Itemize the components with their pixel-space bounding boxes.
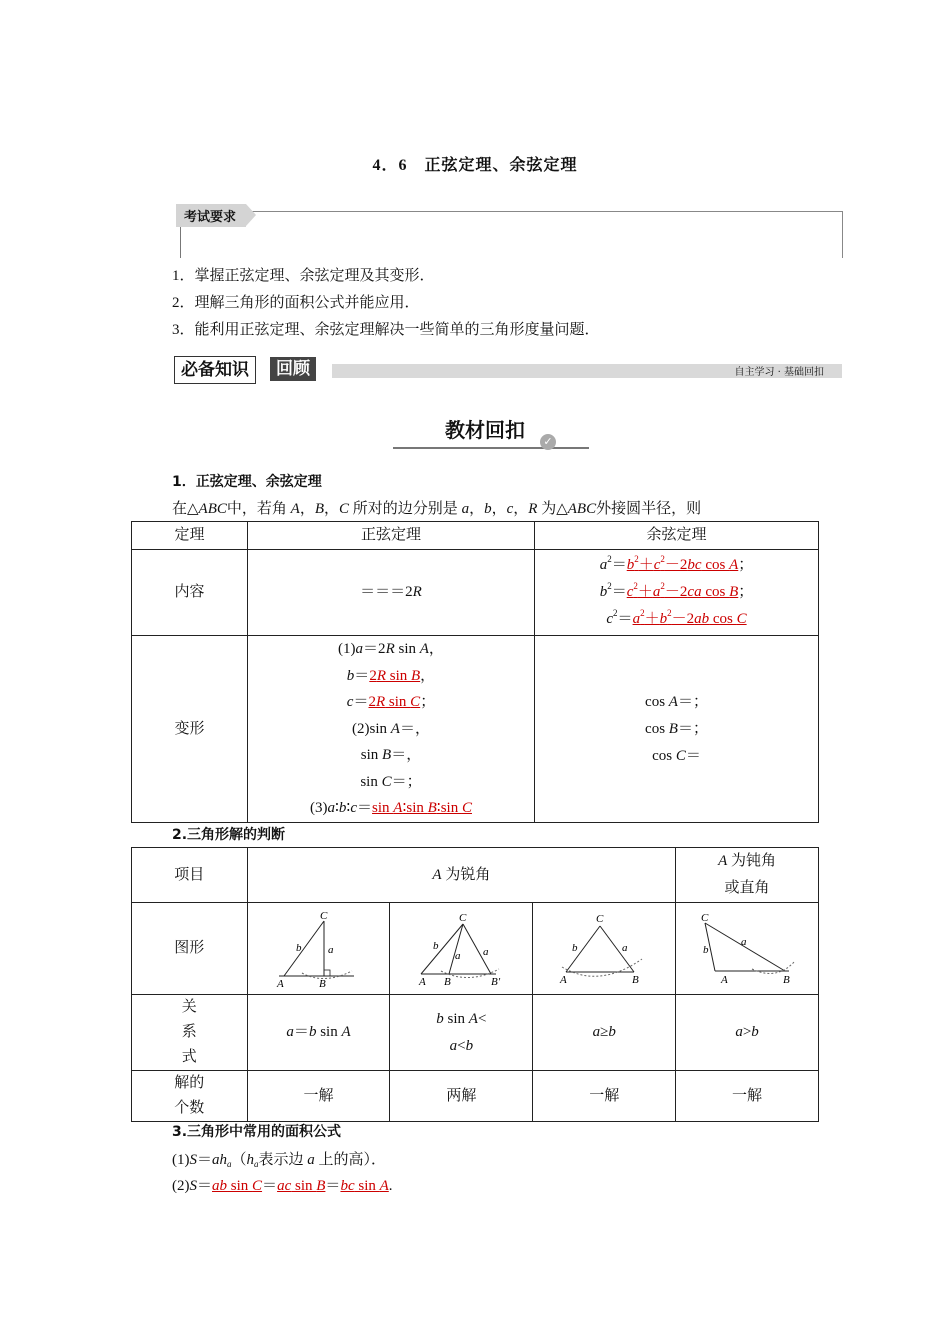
- check-icon: ✓: [540, 434, 556, 450]
- row-count-label: 解的 个数: [132, 1071, 248, 1122]
- theorem-table: [131, 521, 819, 823]
- subsection-title: 教材回扣 ✓: [393, 414, 589, 454]
- svg-text:b: b: [295, 941, 302, 954]
- header-theorem: 定理: [132, 522, 248, 550]
- cosine-variants: cos A＝； cos B＝； cos C＝: [535, 636, 819, 823]
- area-formula-1: $(1)S=ah_a(h_a$表示边 a 上的高）．: [172, 1152, 387, 1169]
- svg-text:C: C: [596, 912, 604, 925]
- count-2: 两解: [390, 1071, 533, 1122]
- col-item: 项目: [132, 848, 248, 903]
- figure-obtuse: [676, 903, 819, 995]
- svg-text:A: A: [560, 973, 567, 986]
- svg-text:C: C: [319, 909, 327, 922]
- cosine-content: $a^2=b^2+c^2-2bc$ cos A； $b^2=c^2+a^2-2ca$ cos B； $c^2=a^2+b^2-2ab$ cos C: [535, 550, 819, 636]
- col-acute: A 为锐角: [247, 848, 676, 903]
- relation-2: b sin A< a<b: [390, 995, 533, 1071]
- col-obtuse: A 为钝角 或直角: [676, 848, 819, 903]
- header-sine: 正弦定理: [248, 522, 535, 550]
- count-1: 一解: [247, 1071, 390, 1122]
- svg-text:C: C: [459, 911, 467, 924]
- svg-text:a: a: [455, 949, 461, 962]
- svg-text:B: B: [444, 975, 452, 988]
- svg-text:b: b: [572, 941, 578, 954]
- requirements-tag: 考试要求: [176, 204, 256, 226]
- section-1-heading: 1．正弦定理、余弦定理: [172, 474, 322, 490]
- sine-content: ＝＝＝2R: [248, 550, 535, 636]
- svg-text:A: A: [419, 975, 427, 988]
- section-1-intro: 在△ABC中，若角 A，B，C 所对的边分别是 a，b，c，R 为△ABC外接圆半径，则: [172, 501, 702, 517]
- header-cosine: 余弦定理: [535, 522, 819, 550]
- requirement-item: 3．能利用正弦定理、余弦定理解决一些简单的三角形度量问题．: [172, 322, 600, 338]
- relation-1: a＝b sin A: [247, 995, 390, 1071]
- svg-text:B: B: [783, 973, 790, 986]
- section-3-heading: 3.三角形中常用的面积公式: [172, 1124, 342, 1140]
- svg-text:A: A: [721, 973, 728, 986]
- count-4: 一解: [676, 1071, 819, 1122]
- row-figure-label: 图形: [132, 903, 248, 995]
- figure-one-solution: [247, 903, 390, 995]
- section-banner: [174, 356, 842, 384]
- svg-text:a: a: [327, 943, 334, 956]
- area-formula-2: (2)S＝ab sin C＝ac sin B＝bc sin A.: [172, 1178, 393, 1194]
- svg-text:a: a: [622, 941, 628, 954]
- row-variant-label: 变形: [132, 636, 248, 823]
- count-3: 一解: [533, 1071, 676, 1122]
- row-relation-label: 关 系 式: [132, 995, 248, 1071]
- svg-text:A: A: [276, 977, 284, 989]
- requirements-box: [176, 211, 843, 258]
- section-2-heading: 2.三角形解的判断: [172, 827, 286, 843]
- banner-subtitle: 自主学习 · 基础回扣: [734, 367, 824, 378]
- svg-text:B: B: [632, 973, 639, 986]
- svg-text:C: C: [701, 911, 709, 924]
- svg-text:a: a: [483, 945, 489, 958]
- page-title: 4．6 正弦定理、余弦定理: [372, 157, 578, 174]
- sine-variants: (1)a＝2R sin A， b＝2R sin B， c＝2R sin C； (2)sin A＝， sin B＝， sin C＝； (3)a∶b∶c＝sin A∶sin B∶sin C: [248, 636, 535, 823]
- solution-table: [131, 847, 819, 1122]
- requirement-item: 2．理解三角形的面积公式并能应用．: [172, 295, 420, 311]
- requirement-item: 1．掌握正弦定理、余弦定理及其变形．: [172, 268, 435, 284]
- svg-text:b: b: [433, 939, 439, 952]
- relation-3: a≥b: [533, 995, 676, 1071]
- svg-text:B: B: [318, 977, 326, 989]
- svg-text:a: a: [741, 935, 747, 948]
- banner-left-label: 必备知识: [174, 356, 256, 384]
- relation-4: a>b: [676, 995, 819, 1071]
- figure-two-solutions: [390, 903, 533, 995]
- row-content-label: 内容: [132, 550, 248, 636]
- svg-text:b: b: [703, 943, 709, 956]
- figure-a-ge-b: [533, 903, 676, 995]
- svg-text:B′: B′: [491, 975, 501, 988]
- banner-right-label: 回顾: [270, 357, 316, 381]
